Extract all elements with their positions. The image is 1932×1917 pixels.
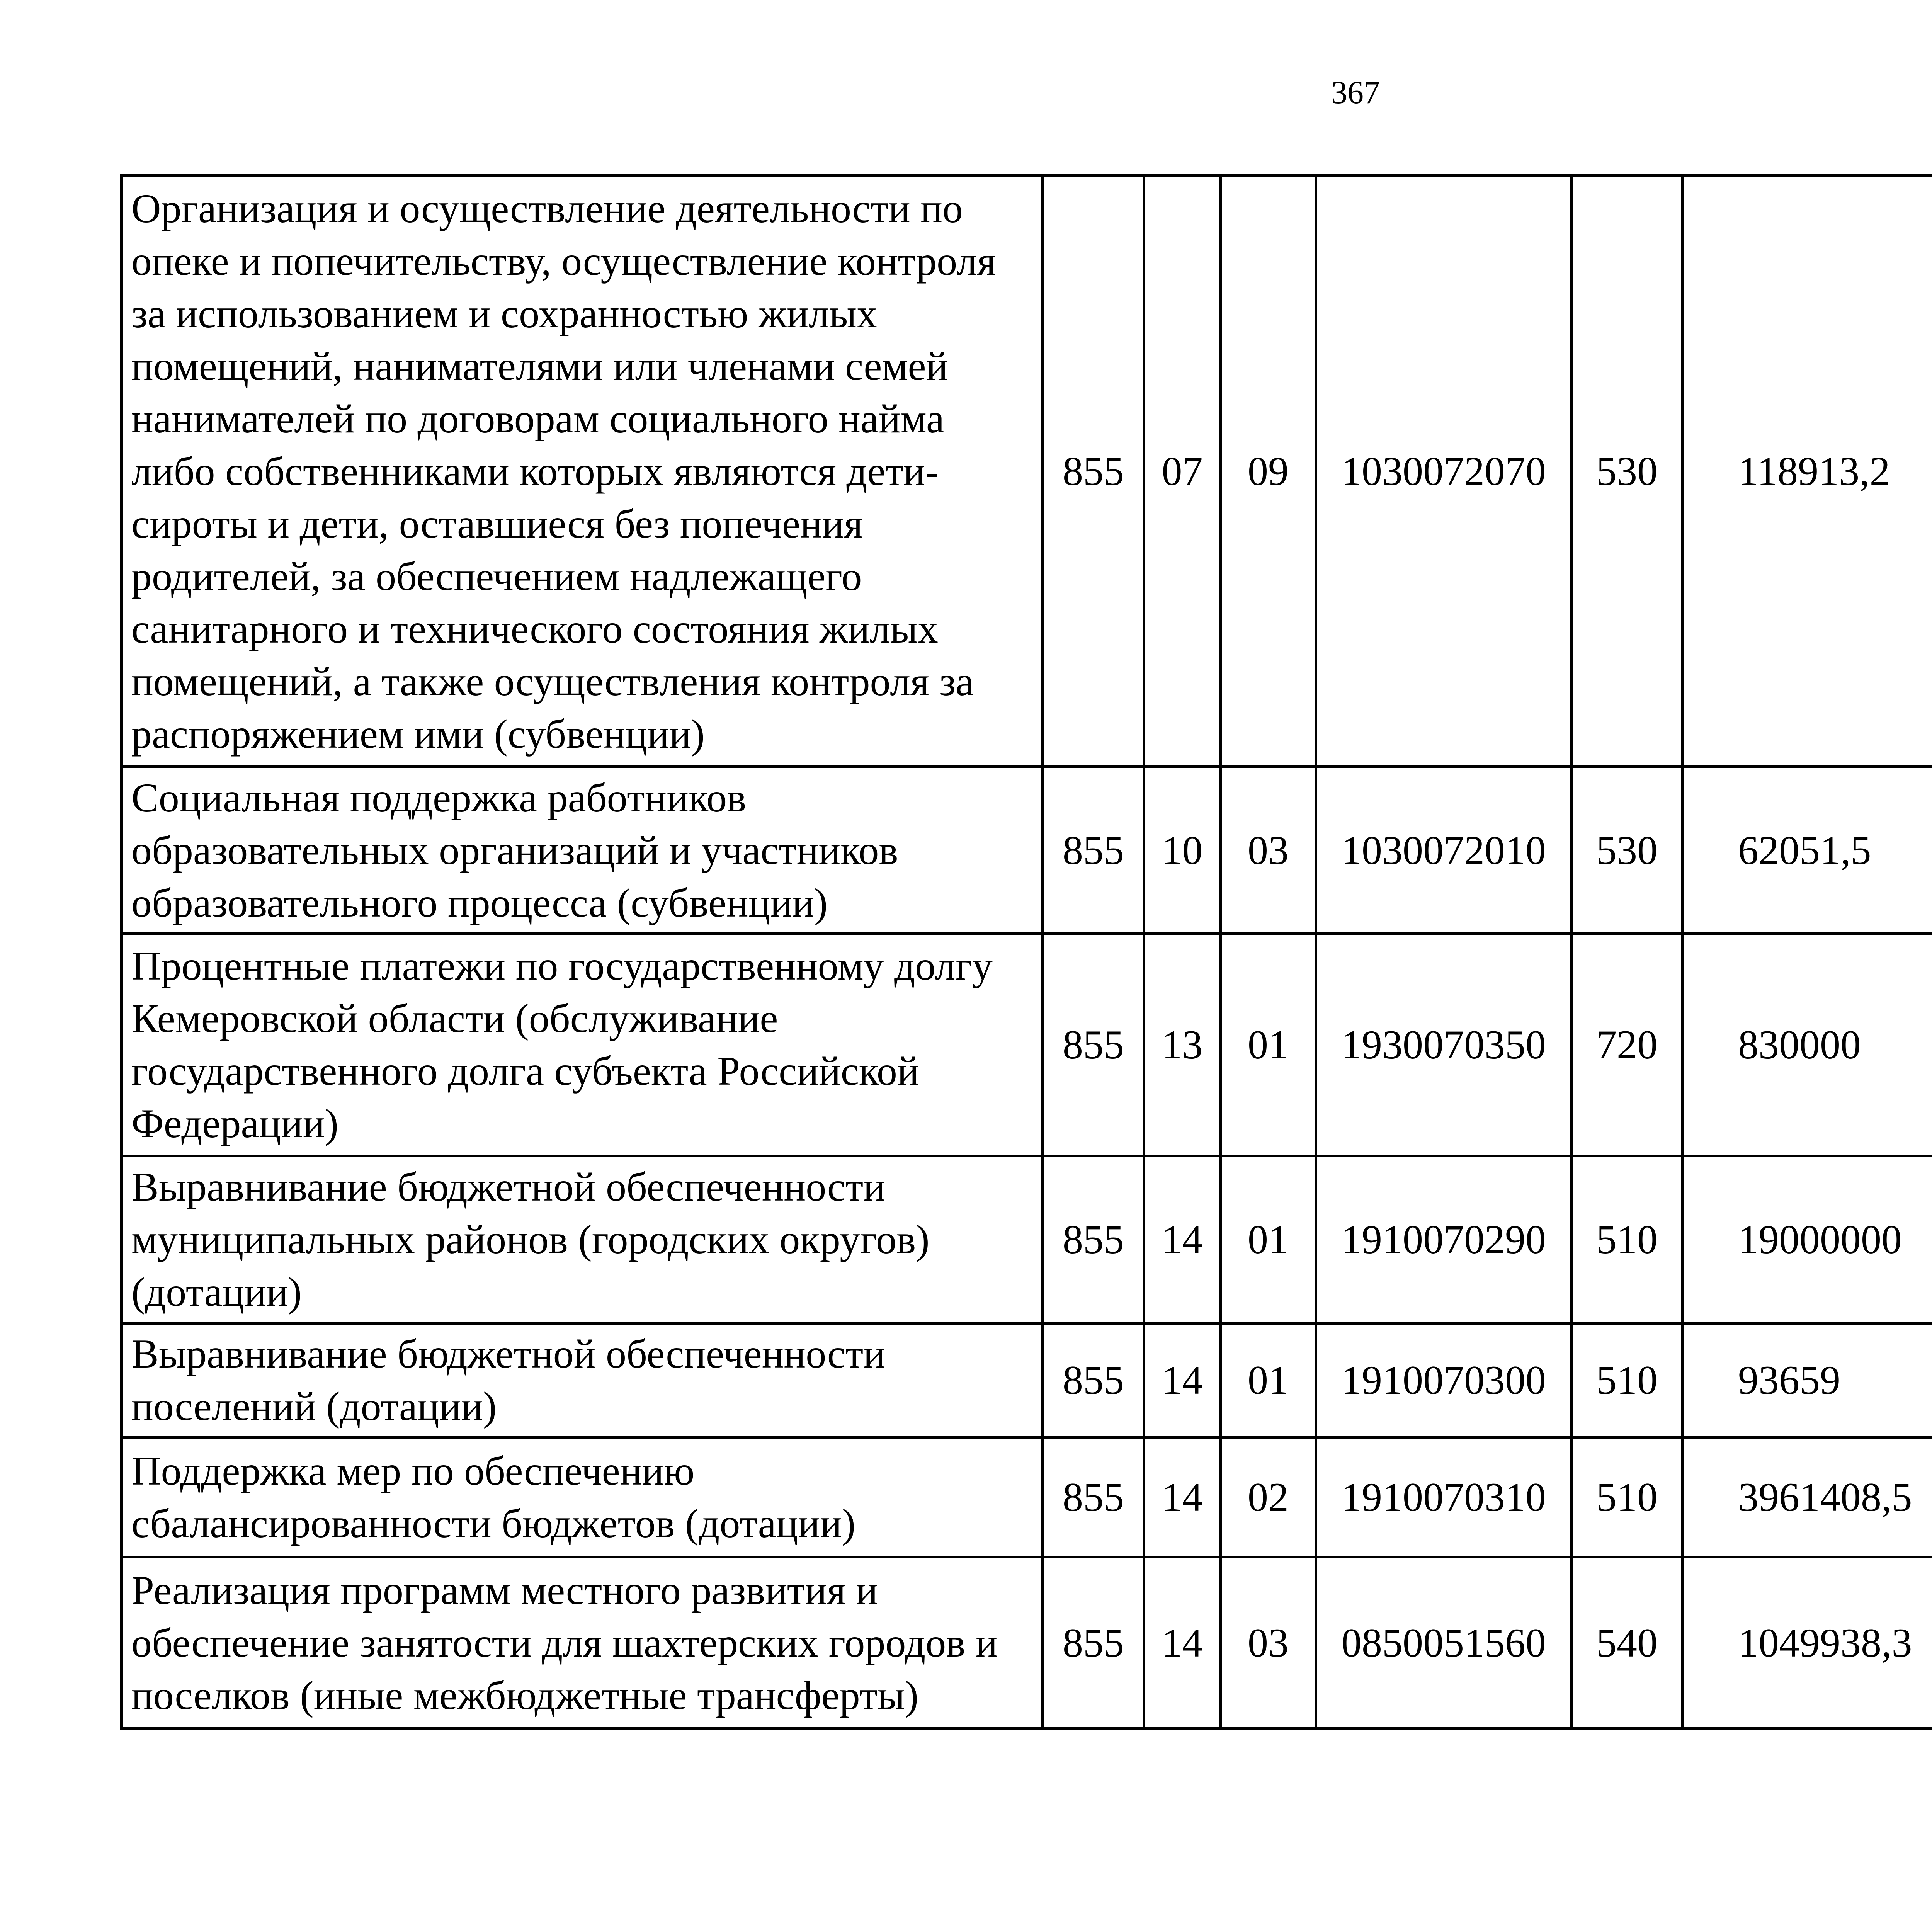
- cell-section: 14: [1144, 1437, 1221, 1557]
- cell-name: Процентные платежи по государственному долгу Кемеровской области (обслуживание государственного долга субъекта Российской Федерации): [122, 934, 1043, 1156]
- cell-subsection: 02: [1221, 1437, 1316, 1557]
- cell-target-article: 1910070290: [1316, 1156, 1571, 1323]
- cell-expense-type: 530: [1571, 767, 1683, 934]
- cell-expense-type: 510: [1571, 1323, 1683, 1437]
- cell-subsection: 01: [1221, 934, 1316, 1156]
- cell-amount-1: 1049938,3: [1683, 1557, 1932, 1729]
- table-row: [122, 1437, 1932, 1557]
- cell-section: 13: [1144, 934, 1221, 1156]
- page-number: 367: [1331, 75, 1380, 111]
- cell-section: 14: [1144, 1323, 1221, 1437]
- cell-expense-type: 510: [1571, 1156, 1683, 1323]
- table-row: [122, 767, 1932, 934]
- cell-expense-type: 720: [1571, 934, 1683, 1156]
- cell-subsection: 03: [1221, 1557, 1316, 1729]
- cell-amount-1: 62051,5: [1683, 767, 1932, 934]
- table-row: [122, 934, 1932, 1156]
- cell-name: Выравнивание бюджетной обеспеченности муниципальных районов (городских округов) (дотации): [122, 1156, 1043, 1323]
- cell-ministry: 855: [1043, 1557, 1144, 1729]
- cell-subsection: 01: [1221, 1323, 1316, 1437]
- table-row: [122, 1156, 1932, 1323]
- cell-section: 14: [1144, 1156, 1221, 1323]
- cell-target-article: 1030072070: [1316, 176, 1571, 767]
- cell-name: Поддержка мер по обеспечению сбалансированности бюджетов (дотации): [122, 1437, 1043, 1557]
- cell-amount-1: 830000: [1683, 934, 1932, 1156]
- cell-expense-type: 530: [1571, 176, 1683, 767]
- cell-target-article: 0850051560: [1316, 1557, 1571, 1729]
- cell-section: 14: [1144, 1557, 1221, 1729]
- cell-name: Социальная поддержка работников образовательных организаций и участников образовательного процесса (субвенции): [122, 767, 1043, 934]
- cell-amount-1: 19000000: [1683, 1156, 1932, 1323]
- cell-subsection: 03: [1221, 767, 1316, 934]
- table-row: [122, 176, 1932, 767]
- cell-ministry: 855: [1043, 767, 1144, 934]
- cell-target-article: 1910070300: [1316, 1323, 1571, 1437]
- cell-subsection: 09: [1221, 176, 1316, 767]
- cell-ministry: 855: [1043, 934, 1144, 1156]
- cell-ministry: 855: [1043, 1156, 1144, 1323]
- cell-expense-type: 540: [1571, 1557, 1683, 1729]
- cell-expense-type: 510: [1571, 1437, 1683, 1557]
- cell-amount-1: 3961408,5: [1683, 1437, 1932, 1557]
- cell-amount-1: 93659: [1683, 1323, 1932, 1437]
- cell-amount-1: 118913,2: [1683, 176, 1932, 767]
- cell-section: 10: [1144, 767, 1221, 934]
- budget-table: [120, 174, 1932, 1730]
- table-row: [122, 1323, 1932, 1437]
- cell-ministry: 855: [1043, 176, 1144, 767]
- cell-name: Реализация программ местного развития и обеспечение занятости для шахтерских городов и поселков (иные межбюджетные трансферты): [122, 1557, 1043, 1729]
- table-row: [122, 1557, 1932, 1729]
- cell-name: Организация и осуществление деятельности по опеке и попечительству, осуществление контроля за использованием и сохранностью жилых помещений, нанимателями или членами семей нанимателей по договорам социального найма либо собственниками которых являются дети-сироты и дети, оставшиеся без попечения родителей, за обеспечением надлежащего санитарного и технического состояния жилых помещений, а также осуществления контроля за распоряжением ими (субвенции): [122, 176, 1043, 767]
- cell-ministry: 855: [1043, 1437, 1144, 1557]
- cell-target-article: 1910070310: [1316, 1437, 1571, 1557]
- cell-name: Выравнивание бюджетной обеспеченности поселений (дотации): [122, 1323, 1043, 1437]
- cell-target-article: 1030072010: [1316, 767, 1571, 934]
- cell-section: 07: [1144, 176, 1221, 767]
- cell-target-article: 1930070350: [1316, 934, 1571, 1156]
- cell-subsection: 01: [1221, 1156, 1316, 1323]
- cell-ministry: 855: [1043, 1323, 1144, 1437]
